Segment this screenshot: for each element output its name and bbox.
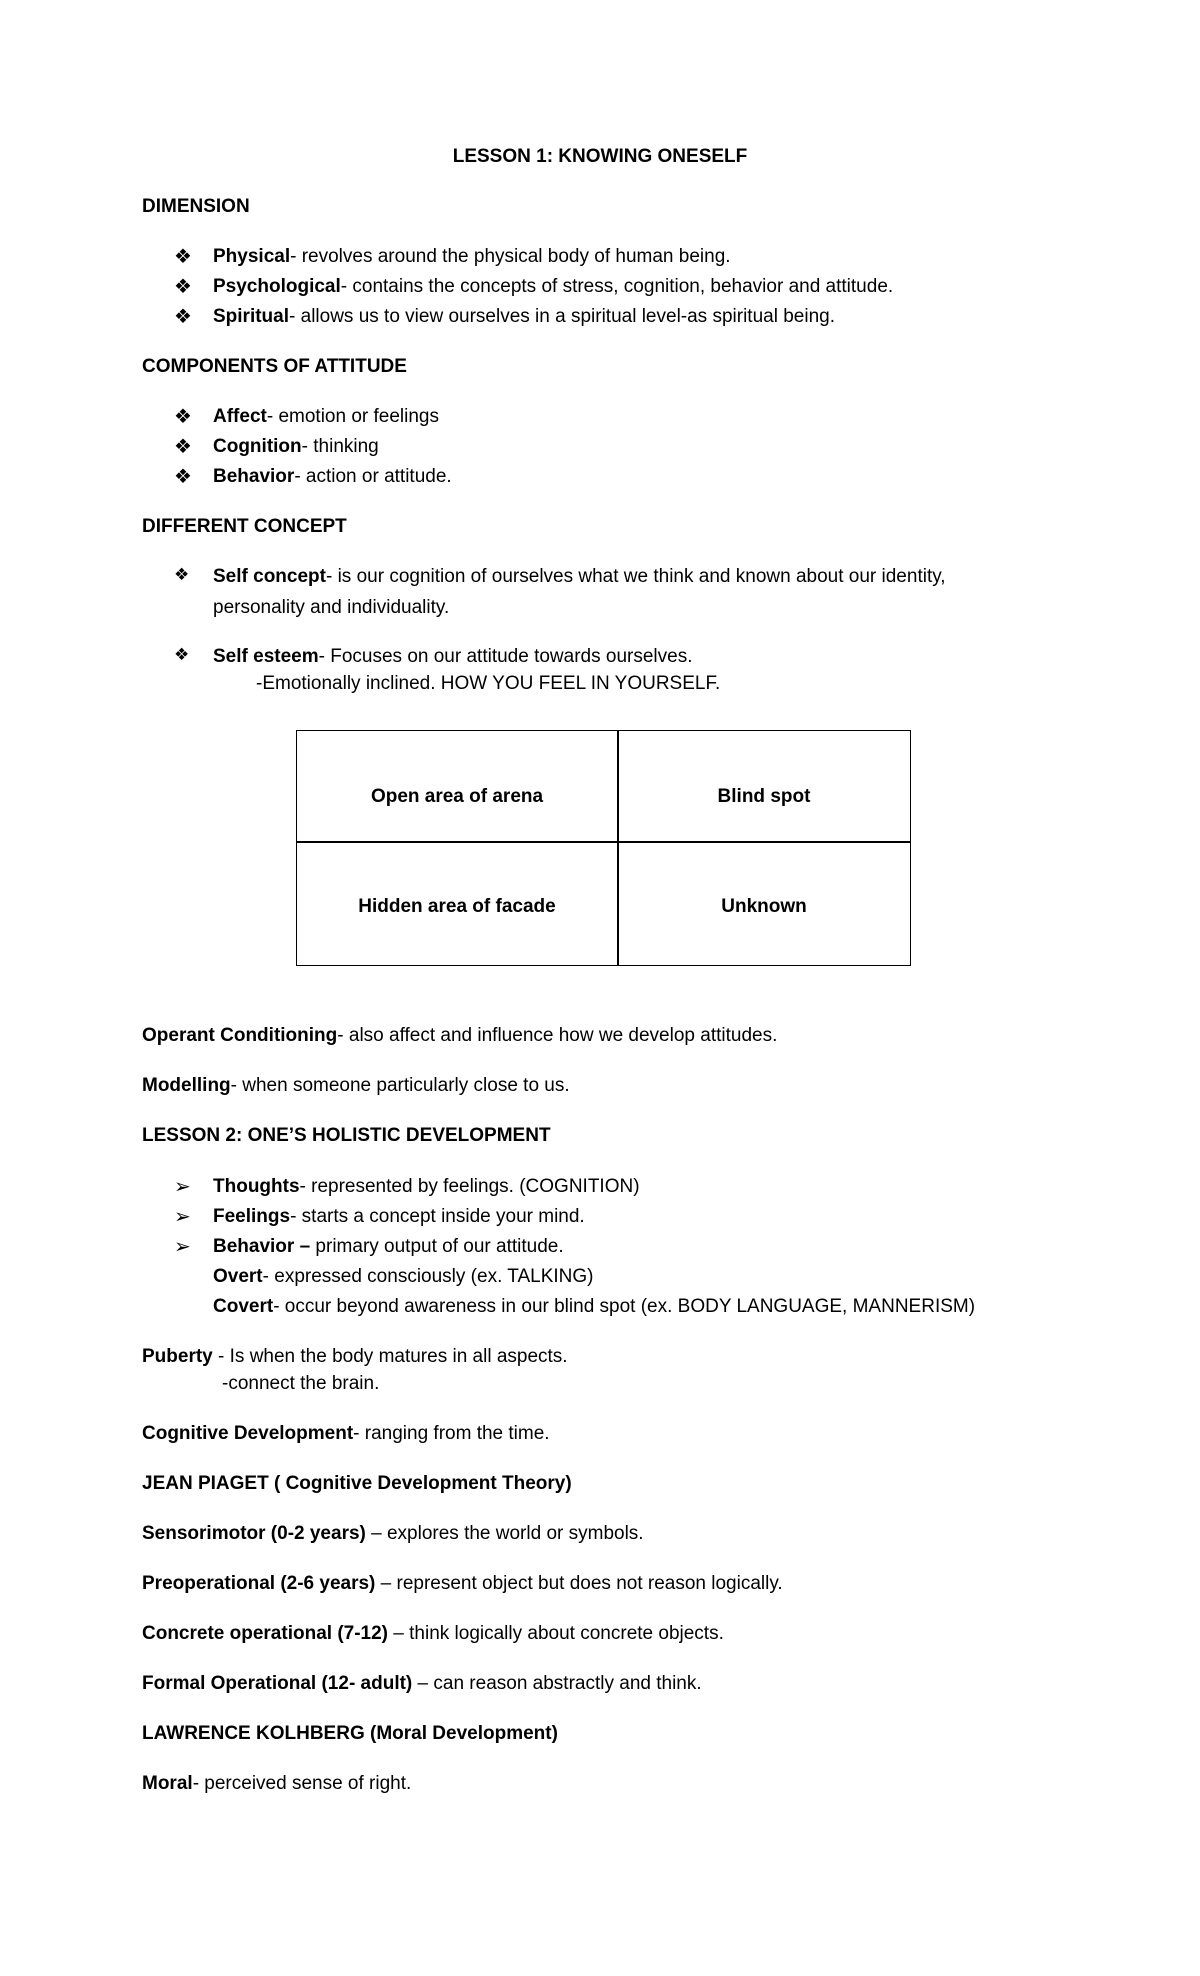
operant-conditioning: Operant Conditioning- also affect and influence how we develop attitudes. [142, 1025, 778, 1046]
diamond-bullet-icon: ❖ [174, 306, 192, 328]
cell-hidden-area: Hidden area of facade [358, 896, 556, 917]
cell-blind-spot: Blind spot [717, 786, 811, 807]
list-item: Thoughts- represented by feelings. (COGNITION) [213, 1176, 640, 1197]
arrow-bullet-icon: ➢ [174, 1206, 191, 1228]
list-item: Behavior- action or attitude. [213, 466, 452, 487]
puberty: Puberty - Is when the body matures in all aspects. [142, 1346, 568, 1367]
list-item: Psychological- contains the concepts of stress, cognition, behavior and attitude. [213, 276, 894, 297]
lesson-1-title: LESSON 1: KNOWING ONESELF [452, 146, 748, 167]
arrow-bullet-icon: ➢ [174, 1236, 191, 1258]
diamond-bullet-icon: ❖ [174, 436, 192, 458]
moral: Moral- perceived sense of right. [142, 1773, 412, 1794]
self-esteem-note: -Emotionally inclined. HOW YOU FEEL IN YOURSELF. [256, 673, 721, 694]
stage-formal-operational: Formal Operational (12- adult) – can reason abstractly and think. [142, 1673, 702, 1694]
kohlberg-heading: LAWRENCE KOLHBERG (Moral Development) [142, 1723, 558, 1744]
list-item: Feelings- starts a concept inside your mind. [213, 1206, 585, 1227]
arrow-bullet-icon: ➢ [174, 1176, 191, 1198]
piaget-heading: JEAN PIAGET ( Cognitive Development Theory) [142, 1473, 572, 1494]
outline-diamond-bullet-icon: ❖ [174, 645, 190, 664]
components-heading: COMPONENTS OF ATTITUDE [142, 356, 407, 377]
overt-item: Overt- expressed consciously (ex. TALKING) [213, 1266, 594, 1287]
self-esteem-item: Self esteem- Focuses on our attitude towards ourselves. [213, 646, 693, 667]
diamond-bullet-icon: ❖ [174, 406, 192, 428]
outline-diamond-bullet-icon: ❖ [174, 565, 190, 584]
table-divider-horizontal [297, 841, 910, 843]
list-item: Affect- emotion or feelings [213, 406, 439, 427]
cognitive-development: Cognitive Development- ranging from the time. [142, 1423, 550, 1444]
list-item: Spiritual- allows us to view ourselves in a spiritual level-as spiritual being. [213, 306, 835, 327]
table-divider-vertical [617, 731, 619, 965]
different-concept-heading: DIFFERENT CONCEPT [142, 516, 347, 537]
dimension-heading: DIMENSION [142, 196, 250, 217]
puberty-note: -connect the brain. [222, 1373, 380, 1394]
modelling: Modelling- when someone particularly close to us. [142, 1075, 570, 1096]
stage-preoperational: Preoperational (2-6 years) – represent object but does not reason logically. [142, 1573, 783, 1594]
self-concept-item: Self concept- is our cognition of ourselves what we think and known about our identity, [213, 566, 946, 587]
covert-item: Covert- occur beyond awareness in our blind spot (ex. BODY LANGUAGE, MANNERISM) [213, 1296, 976, 1317]
list-item: Behavior – primary output of our attitude. [213, 1236, 564, 1257]
cell-unknown: Unknown [721, 896, 807, 917]
self-concept-continuation: personality and individuality. [213, 597, 450, 618]
cell-open-area: Open area of arena [370, 786, 544, 807]
stage-sensorimotor: Sensorimotor (0-2 years) – explores the world or symbols. [142, 1523, 644, 1544]
johari-window-table [296, 730, 911, 966]
diamond-bullet-icon: ❖ [174, 246, 192, 268]
list-item: Cognition- thinking [213, 436, 379, 457]
list-item: Physical- revolves around the physical body of human being. [213, 246, 731, 267]
diamond-bullet-icon: ❖ [174, 466, 192, 488]
lesson-2-title: LESSON 2: ONE’S HOLISTIC DEVELOPMENT [142, 1125, 551, 1146]
diamond-bullet-icon: ❖ [174, 276, 192, 298]
stage-concrete-operational: Concrete operational (7-12) – think logically about concrete objects. [142, 1623, 724, 1644]
